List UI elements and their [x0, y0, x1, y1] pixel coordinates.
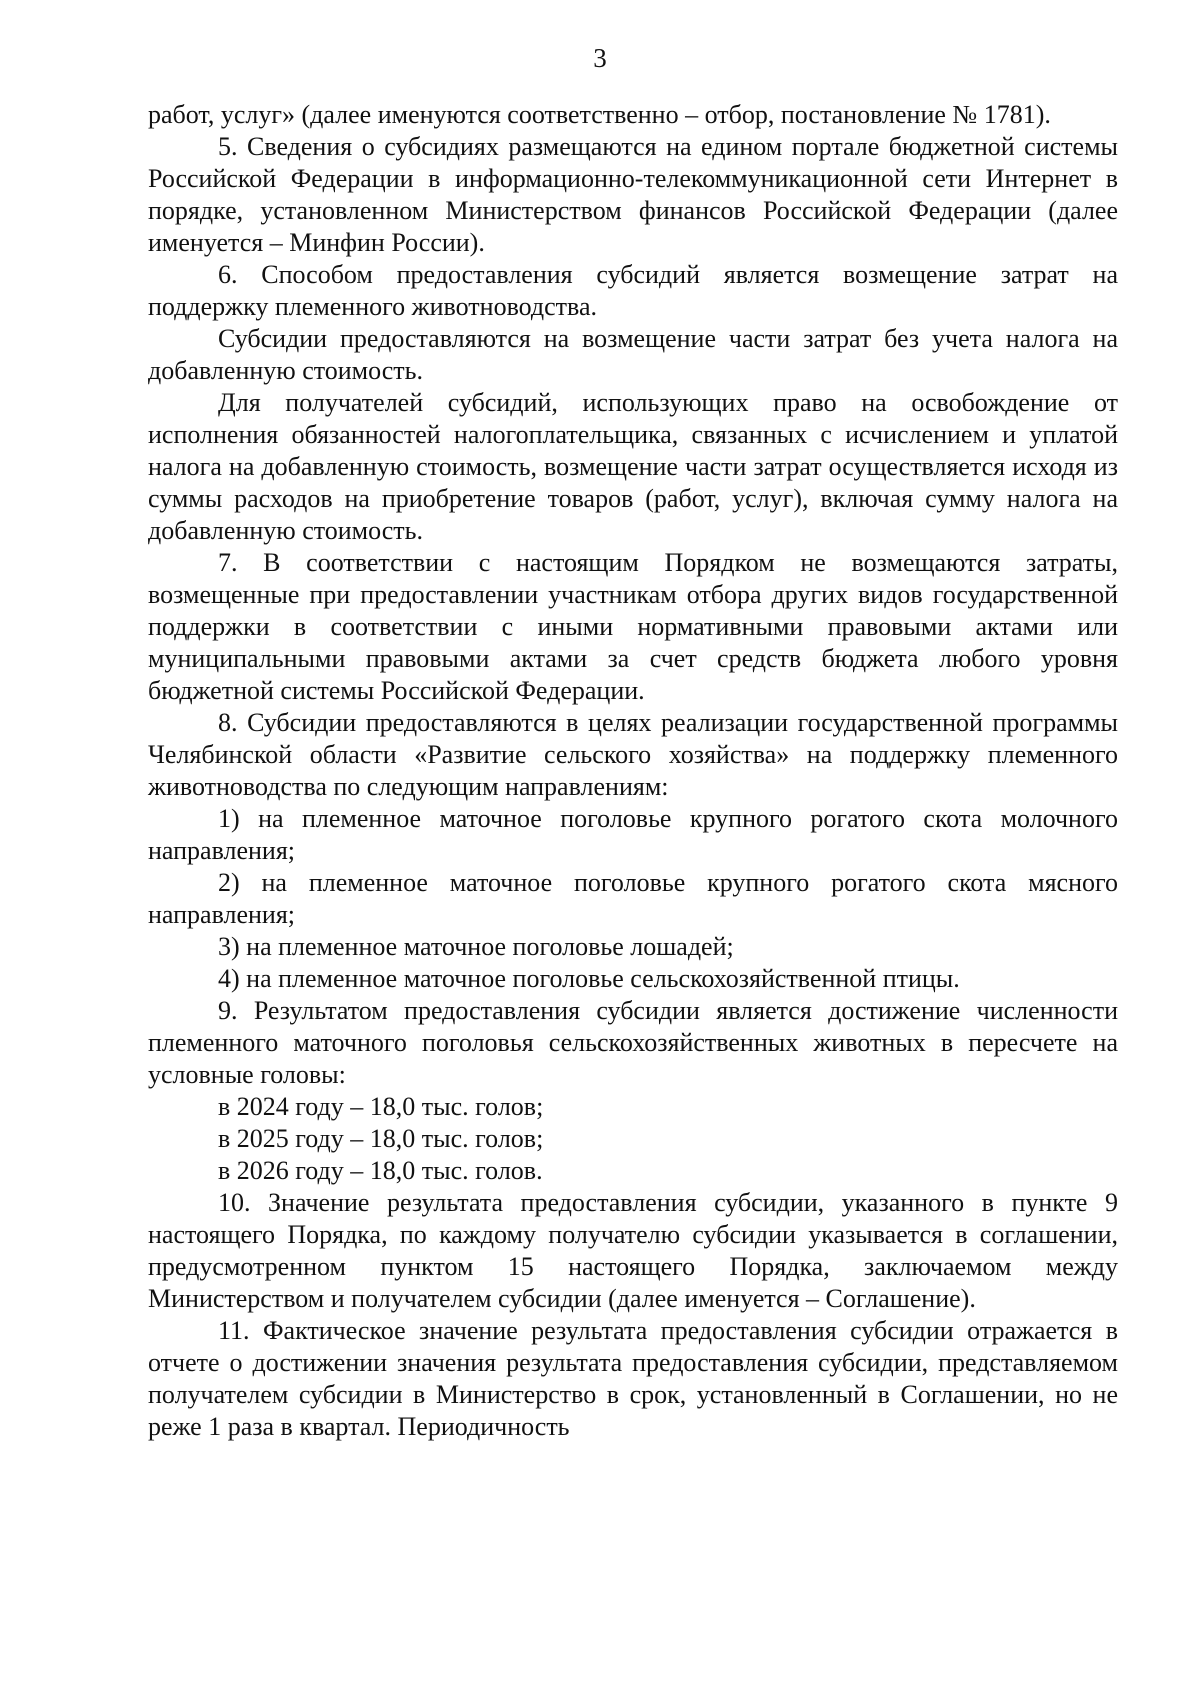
list-item: в 2025 году – 18,0 тыс. голов;: [218, 1124, 544, 1153]
list-item: 4) на племенное маточное поголовье сельскохозяйственной птицы.: [218, 964, 960, 993]
paragraph: 9. Результатом предоставления субсидии является достижение численности племенного маточного поголовья сельскохозяйственных животных в пересчете на условные головы:: [148, 996, 1118, 1089]
paragraph: 7. В соответствии с настоящим Порядком не возмещаются затраты, возмещенные при предоставлении участникам отбора других видов государственной поддержки в соответствии с иными нормативными правовыми актами или муниципальными правовыми актами за счет средств бюджета любого уровня бюджетной системы Российской Федерации.: [148, 548, 1118, 705]
paragraph: работ, услуг» (далее именуются соответственно – отбор, постановление № 1781).: [148, 100, 1051, 129]
paragraph: Субсидии предоставляются на возмещение части затрат без учета налога на добавленную стоимость.: [148, 324, 1118, 385]
list-item: 2) на племенное маточное поголовье крупного рогатого скота мясного направления;: [148, 868, 1118, 929]
list-item: 1) на племенное маточное поголовье крупного рогатого скота молочного направления;: [148, 804, 1118, 865]
paragraph: 11. Фактическое значение результата предоставления субсидии отражается в отчете о достижении значения результата предоставления субсидии, представляемом получателем субсидии в Министерство в срок, установленный в Соглашении, но не реже 1 раза в квартал. Периодичность: [148, 1316, 1118, 1441]
list-item: 3) на племенное маточное поголовье лошадей;: [218, 932, 734, 961]
document-body: [148, 99, 1118, 1443]
paragraph: 6. Способом предоставления субсидий является возмещение затрат на поддержку племенного животноводства.: [148, 260, 1118, 321]
paragraph: 5. Сведения о субсидиях размещаются на едином портале бюджетной системы Российской Федерации в информационно-телекоммуникационной сети Интернет в порядке, установленном Министерством финансов Российской Федерации (далее именуется – Минфин России).: [148, 132, 1118, 257]
list-item: в 2024 году – 18,0 тыс. голов;: [218, 1092, 544, 1121]
paragraph: 10. Значение результата предоставления субсидии, указанного в пункте 9 настоящего Порядка, по каждому получателю субсидии указывается в соглашении, предусмотренном пунктом 15 настоящего Порядка, заключаемом между Министерством и получателем субсидии (далее именуется – Соглашение).: [148, 1188, 1118, 1313]
page-number: 3: [593, 43, 607, 73]
paragraph: 8. Субсидии предоставляются в целях реализации государственной программы Челябинской области «Развитие сельского хозяйства» на поддержку племенного животноводства по следующим направлениям:: [148, 708, 1118, 801]
list-item: в 2026 году – 18,0 тыс. голов.: [218, 1156, 543, 1185]
paragraph: Для получателей субсидий, использующих право на освобождение от исполнения обязанностей налогоплательщика, связанных с исчислением и уплатой налога на добавленную стоимость, возмещение части затрат осуществляется исходя из суммы расходов на приобретение товаров (работ, услуг), включая сумму налога на добавленную стоимость.: [148, 388, 1118, 545]
